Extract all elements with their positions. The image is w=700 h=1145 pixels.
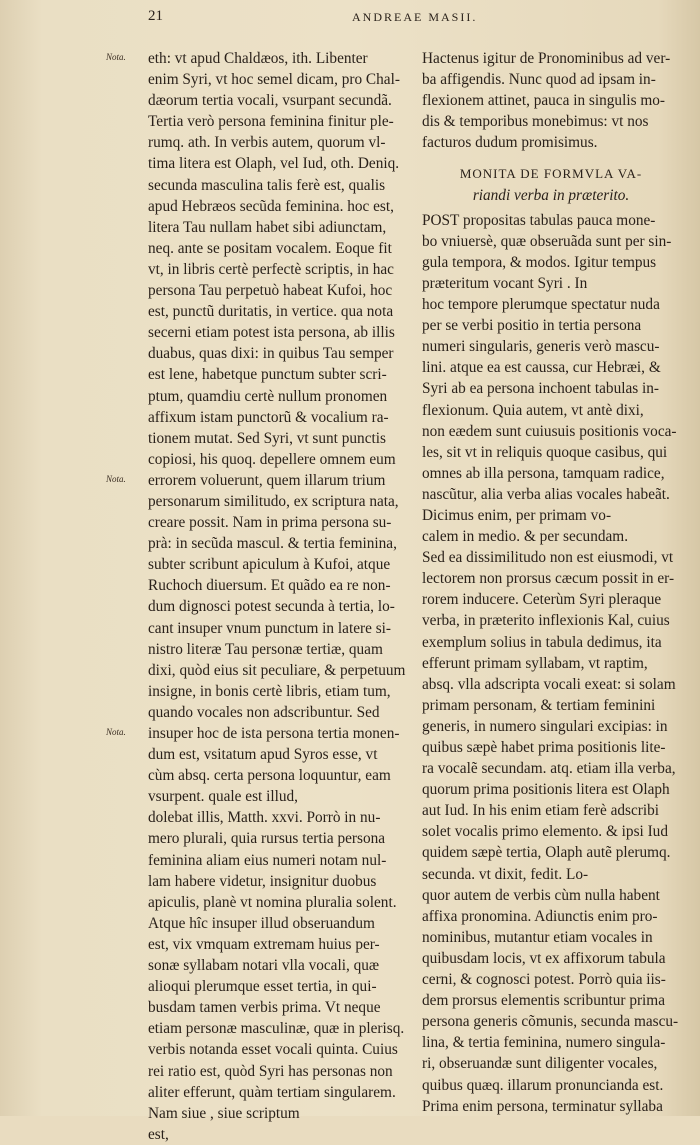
text-line: eth: vt apud Chaldæos, ith. Libenter [148,50,368,67]
text-line: subter scribunt apiculum à Kufoi, atque [148,556,391,574]
text-line: insigne, in bonis certè libris, etiam tum, [148,682,391,700]
folio-number: 21 [148,8,163,24]
text-line: hoc tempore plerumque spectatur nuda [422,296,660,314]
text-line: copiosi, his quoq. depellere omnem eum [148,450,396,468]
section-heading [422,163,680,205]
page-header [0,8,700,36]
text-line: busdam tamen verbis prima. Vt neque [148,999,381,1017]
text-line: exemplum solius in tabula dedimus, ita [422,633,662,651]
text-line: insuper hoc de ista persona tertia monen- [148,725,400,742]
text-line: tionem mutat. Sed Syri, vt sunt punctis [148,429,386,447]
text-line: prà: in secũda mascul. & tertia feminina, [148,535,397,553]
text-line: affixum istam punctorũ & vocalium ra- [148,408,389,426]
text-line: ri, obseruandæ sunt diligenter vocales, [422,1055,658,1073]
text-line: Prima enim persona, terminatur syllaba [422,1097,663,1115]
text-line: Nam siue , siue scriptum [148,1104,300,1122]
text-line: dolebat illis, Matth. xxvi. Porrò in nu- [148,809,381,827]
text-line: aliter efferunt, quàm tertiam singularem. [148,1083,396,1101]
text-line: ra vocalẽ secundam. atq. etiam illa verba, [422,760,676,778]
text-line: quidem sæpè tertia, Olaph autẽ plerumq. [422,844,671,862]
section-heading-subline: riandi verba in præterito. [472,186,630,204]
text-line: Sed ea dissimilitudo non est eiusmodi, vt [422,549,674,567]
text-line: absq. vlla adscripta vocali exeat: si solam [422,675,676,693]
text-line: secunda. vt dixit, fedit. Lo- [422,865,589,883]
text-line: dæorum tertia vocali, vsurpant secundã. [148,92,392,110]
text-line: dum est, vsitatum apud Syros esse, vt [148,746,378,764]
text-line: dixi, quòd eius sit peculiare, & perpetuum [148,661,406,679]
text-line: non eædem sunt cuiusuis positionis voca- [422,422,677,440]
left-column [148,48,416,1145]
text-line: vsurpent. quale est illud, [148,788,298,806]
text-line: gula tempora, & modos. Igitur tempus [422,253,657,271]
text-line: apud Hebræos secũda feminina. hoc est, [148,197,394,215]
text-line: neq. ante se positam vocalem. Eoque fit [148,239,392,257]
text-line: rorem inducere. Ceterùm Syri pleraque [422,591,662,609]
text-line: creare possit. Nam in prima persona su- [148,514,392,532]
text-line: alioqui plerumque esset tertia, in qui- [148,978,377,996]
text-line: est, punctũ duritatis, in vertice. qua nota [148,303,394,321]
text-line: lini. atque ea est caussa, cur Hebræi, & [422,359,661,377]
text-line: POST propositas tabulas pauca mone- [422,211,656,229]
text-line: Tertia verò persona feminina finitur ple- [148,113,394,131]
text-line: etiam personæ masculinæ, quæ in plerisq. [148,1020,405,1038]
running-title: ANDREAE MASII. [352,10,478,24]
right-column-intro [422,48,680,153]
margin-note: Nota. [106,474,126,484]
text-line: persona Tau perpetuò habeat Kufoi, hoc [148,282,393,300]
text-line: Ruchoch diuersum. Et quãdo ea re non- [148,577,391,595]
text-line: mero plurali, quia rursus tertia persona [148,830,386,848]
text-line: errorem voluerunt, quem illarum trium [148,471,386,489]
text-line: Hactenus igitur de Pronominibus ad ver- [422,50,671,67]
text-line: quibusdam locis, vt ex affixorum tabula [422,949,666,967]
text-line: secerni etiam potest ista persona, ab illis [148,324,395,342]
text-line: flexionem attinet, pauca in singulis mo- [422,92,665,110]
text-line: verbis notanda esset vocali quinta. Cuius [148,1041,398,1059]
text-line: præteritum vocant Syri . In [422,274,588,292]
text-line: cùm absq. certa persona loquuntur, eam [148,767,391,785]
text-line: primam personam, & tertiam feminini [422,696,656,714]
text-line: Atque hîc insuper illud obseruandum [148,914,375,932]
text-line: nistro literæ Tau personæ tertiæ, quam [148,640,383,658]
right-column-body [422,210,680,1117]
text-line: per se verbi positio in tertia persona [422,317,642,335]
text-line: ptum, quamdiu certè nullum pronomen [148,387,388,405]
text-line: Dicimus enim, per primam vo- [422,506,612,524]
text-line: verba, in præterito inflexionis Kal, cuius [422,612,670,630]
text-line: cant insuper vnum punctum in latere si- [148,619,391,637]
margin-note: Nota. [106,52,126,62]
text-line: facturos dudum promisimus. [422,134,598,152]
text-line: omnes ab illa persona, tamquam radice, [422,464,665,482]
text-line: tima litera est Olaph, vel Iud, oth. Deniq. [148,155,400,173]
text-line: solet vocalis primo elemento. & ipsi Iud [422,823,668,841]
right-column [422,48,680,1117]
text-line: lectorem non prorsus cæcum possit in er- [422,570,675,588]
text-line: quando vocales non adscribuntur. Sed [148,703,380,721]
text-line: sonæ syllabam notari vlla vocali, quæ [148,957,380,975]
text-line: dum dignosci potest secunda à tertia, lo- [148,598,395,616]
text-line: generis, in numero singulari excipias: in [422,717,668,735]
text-line: rei ratio est, quòd Syri has personas non [148,1062,393,1080]
text-line: lam habere videtur, insignitur duobus [148,872,377,890]
text-line: est lene, habetque punctum subter scri- [148,366,387,384]
text-line: quibus sæpè habet prima positionis lite- [422,739,666,756]
text-line: rumq. ath. In verbis autem, quorum vl- [148,134,386,152]
text-line: personarum similitudo, ex scriptura nata, [148,492,399,510]
section-heading-line: MONITA DE FORMVLA VA- [459,166,643,182]
text-line: persona generis cõmunis, secunda mascu- [422,1013,679,1031]
text-line: quibus quæq. illarum pronuncianda est. [422,1076,664,1094]
text-line: apiculis, planè vt nomina pluralia solent. [148,893,397,911]
text-line: flexionum. Quia autem, vt antè dixi, [422,401,644,419]
text-line: nominibus, mutantur etiam vocales in [422,928,653,946]
text-line: quor autem de verbis cùm nulla habent [422,886,660,904]
text-line: calem in medio. & per secundam. [422,528,629,546]
text-line: dem prorsus elementis scribuntur prima [422,992,665,1010]
text-line: dis & temporibus monebimus: vt nos [422,113,649,131]
text-line: affixa pronomina. Adiunctis enim pro- [422,907,658,925]
text-line: aut Iud. In his enim etiam ferè adscribi [422,802,660,820]
text-line: cerni, & cognosci potest. Porrò quia iis- [422,971,666,989]
text-line: est, vix vmquam extremam huius per- [148,935,380,953]
text-line: ba affigendis. Nunc quod ad ipsam in- [422,71,656,89]
text-line: les, sit vt in reliquis quoque casibus, qui [422,443,668,461]
text-line: bo vniuersè, quæ obseruãda sunt per sin- [422,232,672,250]
text-line: secunda masculina talis ferè est, qualis [148,176,386,194]
text-line: feminina aliam eius numeri notam nul- [148,851,387,869]
text-line: nascũtur, alia verba alias vocales habeãt. [422,485,670,503]
text-line: lina, & tertia feminina, numero singula- [422,1034,666,1052]
text-line: quorum prima positionis litera est Olaph [422,781,670,799]
text-line: litera Tau nullam habet sibi adiunctam, [148,218,387,236]
margin-note: Nota. [106,727,126,737]
text-line: vt, in libris certè perfectè scriptis, in hac [148,260,394,278]
text-line: enim Syri, vt hoc semel dicam, pro Chal- [148,71,400,89]
text-line: duabus, quas dixi: in quibus Tau semper [148,345,394,363]
text-line: numeri singularis, generis verò mascu- [422,338,660,356]
text-line: efferunt primam syllabam, vt raptim, [422,654,648,672]
text-line: Syri ab ea persona inchoent tabulas in- [422,380,660,398]
text-line: est, [148,1125,169,1143]
